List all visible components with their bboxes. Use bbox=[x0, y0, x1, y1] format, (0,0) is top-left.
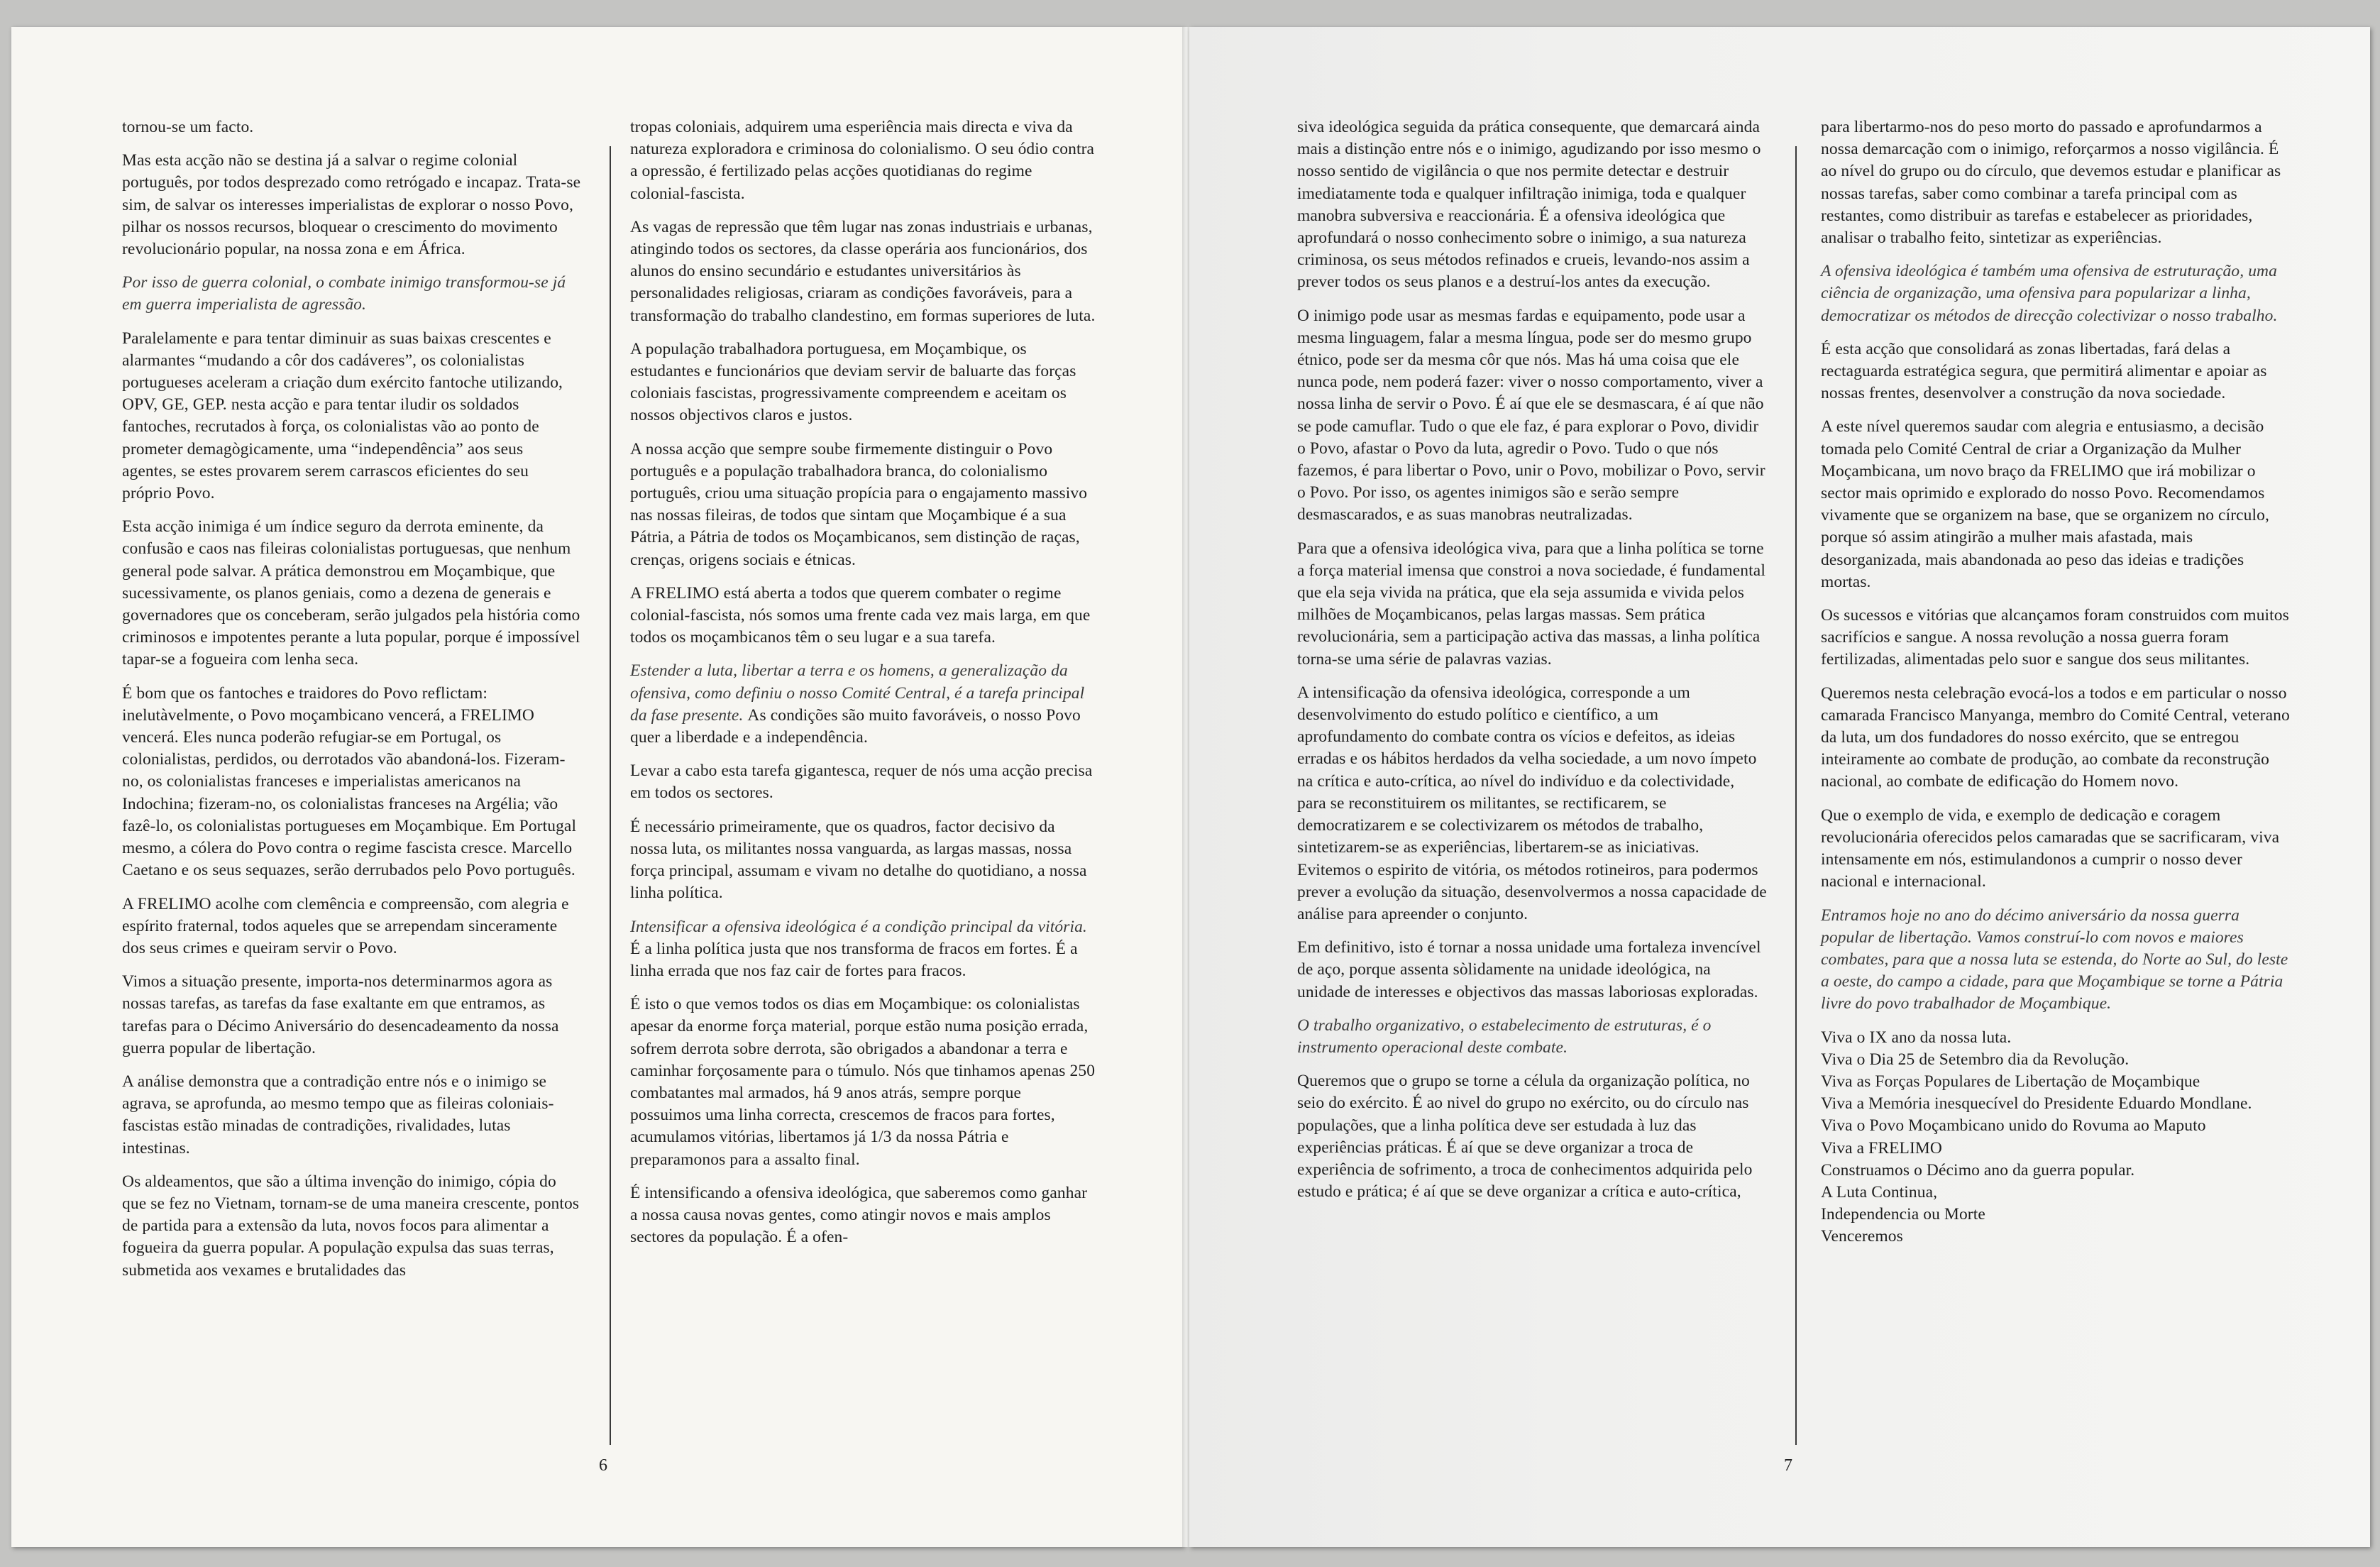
paragraph bbox=[630, 1182, 1096, 1249]
paragraph-text: para libertarmo-nos do peso morto do passado e aprofundarmos a nossa demarcação com o inimigo, reforçarmos a nosso vigilância. É ao nível do grupo ou do círculo, que devemos estudar e planificar as nossas tarefas, saber como combinar a tarefa principal com as restantes, como distribuir as tarefas e estabelecer as prioridades, analisar o trabalho feito, sintetizar as experiências. bbox=[1821, 118, 2281, 248]
closing-line: Viva o Dia 25 de Setembro dia da Revolução. bbox=[1821, 1050, 2130, 1069]
page-number-left: 6 bbox=[599, 1456, 607, 1475]
paragraph bbox=[630, 439, 1096, 571]
paragraph bbox=[122, 150, 582, 260]
paragraph bbox=[1297, 1070, 1767, 1203]
paragraph-text: É isto o que vemos todos os dias em Moçambique: os colonialistas apesar da enorme força material, porque estão numa posição errada, sofrem derrota sobre derrota, são obrigados a abandonar a terra e caminhar forçosamente para o túmulo. Nós que tinhamos apenas 250 combatantes mal armados, há 9 anos atrás, sempre porque possuimos uma linha correcta, crescemos de fracos para fortes, acumulamos vitórias, libertamos já 1/3 da nossa Pátria e preparamonos para a assalto final. bbox=[630, 995, 1096, 1169]
column-rule-right bbox=[1795, 146, 1797, 1445]
paragraph-text: tropas coloniais, adquirem uma esperiência mais directa e viva da natureza exploradora e criminosa do colonialismo. O seu ódio contra a opressão, é fertilizado pelas acções quotidianas do regime colonial-fascista. bbox=[630, 118, 1095, 203]
italic-paragraph bbox=[122, 272, 582, 316]
paragraph bbox=[122, 516, 582, 671]
paragraph bbox=[1297, 859, 1767, 926]
paragraph-text: tornou-se um facto. bbox=[122, 118, 254, 136]
paragraph bbox=[1297, 305, 1767, 527]
paragraph bbox=[1297, 538, 1767, 671]
paragraph-text: Entramos hoje no ano do décimo aniversário da nossa guerra popular de libertação. Vamos construí-lo com novos e maiores combates, para que a nossa luta se estenda, do Norte ao Sul, do leste a oeste, do campo a cidade, para que Moçambique se torne a Pátria livre do povo trabalhador de Moçambique. bbox=[1821, 906, 2288, 1013]
column-1 bbox=[122, 116, 582, 1293]
paragraph bbox=[630, 339, 1096, 427]
paragraph-text: Para que a ofensiva ideológica viva, para que a linha política se torne a força material imensa que constroi a nova sociedade, é fundamental que ela seja vivida na prática, que ela seja assumida e vivida pelos milhões de Moçambicanos, pelas largas massas. Sem prática revolucionária, sem a participação activa das massas, a linha política torna-se uma série de palavras vazias. bbox=[1297, 539, 1765, 669]
paragraph-text: Que o exemplo de vida, e exemplo de dedicação e coragem revolucionária oferecidos pelos camaradas que se sacrificaram, viva intensamente em nós, estimulandonos a cumprir o nosso dever nacional e internacional. bbox=[1821, 806, 2280, 891]
paragraph-text: Evitemos o espirito de vitória, os métodos rotineiros, para podermos prever a evolução da situação, desenvolvermos a nossa capacidade de análise para apreender o conjunto. bbox=[1297, 860, 1767, 923]
paragraph-text: A este nível queremos saudar com alegria e entusiasmo, a decisão tomada pelo Comité Central de criar a Organização da Mulher Moçambicana, um novo braço da FRELIMO que irá mobilizar o sector mais oprimido e explorado do nosso Povo. Recomendamos vivamente que se organizem na base, que se organizem no círculo, porque só assim atingirão a mulher mais afastada, mais desorganizada, mais abandonada ao peso das ideias e tradições mortas. bbox=[1821, 417, 2269, 591]
paragraph-text: As vagas de repressão que têm lugar nas zonas industriais e urbanas, atingindo todos os sectores, da classe operária aos funcionários, dos alunos do ensino secundário e estudantes universitários às personalidades religiosas, criaram as condições favoráveis, para a transformação do trabalho clandestino, em formas superiores de luta. bbox=[630, 217, 1096, 325]
paragraph-continuation: As condições são muito favoráveis, o nosso Povo quer a liberdade e a independência. bbox=[630, 705, 1081, 747]
paragraph bbox=[1821, 683, 2293, 793]
italic-paragraph bbox=[1821, 260, 2293, 327]
paragraph-text: Esta acção inimiga é um índice seguro da derrota eminente, da confusão e caos nas fileiras colonialistas portuguesas, que nenhum general pode salvar. A prática demonstrou em Moçambique, que sucessivamente, os planos geniais, como a dezena de generais e governadores que os conceberam, serão julgados pela história como criminosos e impotentes perante a luta popular, porque é impossível tapar-se a fogueira com lenha seca. bbox=[122, 517, 580, 669]
paragraph bbox=[1821, 805, 2293, 894]
paragraph bbox=[122, 116, 582, 138]
paragraph bbox=[630, 994, 1096, 1171]
closing-line: Viva o Povo Moçambicano unido do Rovuma ao Maputo bbox=[1821, 1116, 2206, 1136]
paragraph bbox=[1821, 339, 2293, 405]
paragraph bbox=[630, 760, 1096, 804]
paragraph-text: Mas esta acção não se destina já a salvar o regime colonial português, por todos desprezado como retrógado e incapaz. Trata-se sim, de salvar os interesses imperialistas de explorar o nosso Povo, pilhar os nossos recursos, bloquear o crescimento do movimento revolucionário popular, na nossa zona e em África. bbox=[122, 151, 581, 259]
paragraph bbox=[122, 1171, 582, 1282]
paragraph-text: Estender a luta, libertar a terra e os homens, a generalização da ofensiva, como definiu o nosso Comité Central, é a tarefa principal da fase presente. bbox=[630, 661, 1085, 725]
italic-paragraph bbox=[1821, 905, 2293, 1016]
paragraph bbox=[1821, 605, 2293, 671]
closing-slogans bbox=[1821, 1027, 2293, 1248]
paragraph-text: A FRELIMO acolhe com clemência e compreensão, com alegria e espírito fraternal, todos aqueles que se arrependam sinceramente dos seus crimes e queiram servir o Povo. bbox=[122, 894, 569, 957]
paragraph bbox=[122, 894, 582, 960]
paragraph-text: É necessário primeiramente, que os quadros, factor decisivo da nossa luta, os militantes nossa vanguarda, as largas massas, nossa força principal, assumam e vivam no detalhe do quotidiano, a nossa linha política. bbox=[630, 817, 1087, 903]
paragraph-text: siva ideológica seguida da prática consequente, que demarcará ainda mais a distinção entre nós e o inimigo, agudizando por isso mesmo o nosso sentido de vigilância o que nos permite detectar e destruir imediatamente toda e qualquer infiltração inimiga, toda e qualquer manobra subversiva e reaccionária. É a ofensiva ideológica que aprofundará o nosso conhecimento sobre o inimigo, a sua natureza criminosa, os seus métodos refinados e crueis, levando-nos assim a prever todos os seus planos e a destruí-los antes da execução. bbox=[1297, 118, 1761, 292]
closing-line: Viva o IX ano da nossa luta. bbox=[1821, 1028, 2012, 1047]
italic-paragraph bbox=[1297, 1015, 1767, 1059]
paragraph-text: A FRELIMO está aberta a todos que querem combater o regime colonial-fascista, nós somos uma frente cada vez mais larga, em que todos os moçambicanos têm o seu lugar e a sua tarefa. bbox=[630, 583, 1091, 647]
column-4 bbox=[1821, 116, 2293, 1248]
paragraph bbox=[122, 328, 582, 505]
paragraph-text: Em definitivo, isto é tornar a nossa unidade uma fortaleza invencível de aço, porque assenta sòlidamente na unidade ideológica, na unidade de interesses e objectivos das massas laboriosas exploradas. bbox=[1297, 938, 1761, 1001]
page-number-right: 7 bbox=[1784, 1456, 1792, 1475]
paragraph bbox=[122, 1071, 582, 1160]
paragraph-text: Queremos que o grupo se torne a célula da organização política, no seio do exército. É ao nivel do grupo no exército, ou do círculo nas populações, que a linha política deve ser estudada à luz das experiências práticas. É aí que se deve organizar a troca de experiência de sofrimento, a troca de conhecimentos adquirida pelo estudo e prática; é aí que se deve organizar a crítica e auto-crítica, bbox=[1297, 1072, 1753, 1202]
paragraph-text: A ofensiva ideológica é também uma ofensiva de estruturação, uma ciência de organização, uma ofensiva para popularizar a linha, democratizar os métodos de direcção colectivizar o nosso trabalho. bbox=[1821, 262, 2278, 325]
paragraph bbox=[1821, 416, 2293, 593]
paragraph-text: Paralelamente e para tentar diminuir as suas baixas crescentes e alarmantes “mudando a côr dos cadáveres”, os colonialistas portugueses aceleram a criação dum exército fantoche utilizando, OPV, GE, GEP. nesta acção e para tentar iludir os soldados fantoches, recrutados à força, os colonialistas vão ao ponto de prometer demagògicamente, uma “independência” aos seus agentes, se estes provarem serem carrascos eficientes do seu próprio Povo. bbox=[122, 329, 563, 503]
paragraph-text: A intensificação da ofensiva ideológica, corresponde a um desenvolvimento do estudo político e científico, a um aprofundamento do combate contra os vícios e defeitos, as ideias erradas e os hábitos herdados da velha sociedade, a um novo ímpeto na crítica e auto-crítica, ao nível do indivíduo e da colectividade, para se reconstituirem os militantes, se rectificarem, se democratizarem e se colectivizarem os métodos de trabalho, sintetizarem-se as experiências, libertarem-se as iniciativas. bbox=[1297, 683, 1757, 857]
paragraph-text: A população trabalhadora portuguesa, em Moçambique, os estudantes e funcionários que deviam servir de baluarte das forças coloniais fascistas, progressivamente compreendem e aceitam os nossos objectivos claros e justos. bbox=[630, 339, 1076, 425]
paragraph-text: O inimigo pode usar as mesmas fardas e equipamento, pode usar a mesma linguagem, falar a mesma língua, pode ser do mesmo grupo étnico, pode ser da mesma côr que nós. Mas há uma coisa que ele nunca pode, nem poderá fazer: viver o nosso comportamento, viver a nossa linha de servir o Povo. É aí que ele se desmascara, é aí que não se pode camuflar. Tudo o que ele faz, é para explorar o Povo, dividir o Povo, afastar o Povo da luta, agredir o Povo. Tudo o que nós fazemos, é para libertar o Povo, unir o Povo, mobilizar o Povo, servir o Povo. Por isso, os agentes inimigos são e serão sempre desmascarados, e as suas manobras neutralizadas. bbox=[1297, 306, 1765, 524]
paragraph bbox=[630, 216, 1096, 327]
paragraph bbox=[1821, 116, 2293, 249]
closing-line: Independencia ou Morte bbox=[1821, 1205, 1985, 1224]
paragraph-text: O trabalho organizativo, o estabelecimento de estruturas, é o instrumento operacional deste combate. bbox=[1297, 1016, 1712, 1057]
italic-paragraph bbox=[630, 660, 1096, 749]
paragraph-text: Os sucessos e vitórias que alcançamos foram construidos com muitos sacrifícios e sangue. A nossa revolução a nossa guerra foram fertilizadas, alimentadas pelo suor e sangue dos seus militantes. bbox=[1821, 606, 2289, 669]
paragraph-text: É intensificando a ofensiva ideológica, que saberemos como ganhar a nossa causa novas gentes, como atingir novos e mais amplos sectores da população. É a ofen- bbox=[630, 1183, 1088, 1247]
paragraph-text: Os aldeamentos, que são a última invenção do inimigo, cópia do que se fez no Vietnam, tornam-se de uma maneira crescente, pontos de partida para a extensão da luta, novos focos para alimentar a fogueira da guerra popular. A população expulsa das suas terras, submetida aos vexames e brutalidades das bbox=[122, 1172, 580, 1280]
column-rule-left bbox=[610, 146, 611, 1445]
paragraph-continuation: É a linha política justa que nos transforma de fracos em fortes. É a linha errada que nos faz cair de fortes para fracos. bbox=[630, 939, 1078, 980]
paragraph-text: Por isso de guerra colonial, o combate inimigo transformou-se já em guerra imperialista de agressão. bbox=[122, 273, 566, 314]
paragraph-text: É bom que os fantoches e traidores do Povo reflictam: inelutàvelmente, o Povo moçambicano vencerá, a FRELIMO vencerá. Eles nunca poderão refugiar-se em Portugal, os colonialistas, perdidos, ou derrotados vão abandoná-los. Fizeram-no, os colonialistas franceses e imperialistas americanos na Indochina; fizeram-no, os colonialistas franceses na Argélia; vão fazê-lo, os colonialistas portugueses em Moçambique. Em Portugal mesmo, a cólera do Povo contra o regime fascista cresce. Marcello Caetano e os seus sequazes, serão derrubados pelo Povo português. bbox=[122, 683, 577, 880]
paragraph bbox=[630, 816, 1096, 905]
paragraph bbox=[630, 583, 1096, 649]
paragraph-text: A nossa acção que sempre soube firmemente distinguir o Povo português e a população trabalhadora branca, do colonialismo português, criou uma situação propícia para o engajamento massivo nas nossas fileiras, de todos que sintam que Moçambique é a sua Pátria, a Pátria de todos os Moçambicanos, sem distinção de raças, crenças, origens sociais e étnicas. bbox=[630, 439, 1088, 569]
paragraph bbox=[630, 116, 1096, 205]
paragraph bbox=[1297, 937, 1767, 1004]
closing-line: Construamos o Décimo ano da guerra popular. bbox=[1821, 1160, 2135, 1180]
paragraph bbox=[1297, 682, 1767, 859]
paragraph bbox=[1297, 116, 1767, 294]
paragraph-text: Queremos nesta celebração evocá-los a todos e em particular o nosso camarada Francisco Manyanga, membro do Comité Central, veterano da luta, um dos fundadores do nosso exército, que se entregou inteiramente ao combate de produção, ao combate da reconstrução nacional, ao combate de edificação do Homem novo. bbox=[1821, 683, 2290, 791]
paragraph-text: Intensificar a ofensiva ideológica é a condição principal da vitória. bbox=[630, 917, 1087, 936]
closing-line: Viva a Memória inesquecível do Presidente Eduardo Mondlane. bbox=[1821, 1094, 2252, 1114]
closing-line: Venceremos bbox=[1821, 1227, 1903, 1246]
closing-line: Viva a FRELIMO bbox=[1821, 1138, 1942, 1158]
closing-line: A Luta Continua, bbox=[1821, 1182, 1938, 1202]
paragraph-text: Levar a cabo esta tarefa gigantesca, requer de nós uma acção precisa em todos os sectores. bbox=[630, 761, 1093, 803]
column-2 bbox=[630, 116, 1096, 1260]
paragraph-text: É esta acção que consolidará as zonas libertadas, fará delas a rectaguarda estratégica segura, que permitirá alimentar e apoiar as nossas frentes, desenvolver a construção da nova sociedade. bbox=[1821, 339, 2267, 403]
closing-line: Viva as Forças Populares de Libertação de Moçambique bbox=[1821, 1072, 2200, 1091]
paragraph bbox=[122, 971, 582, 1060]
column-3 bbox=[1297, 116, 1767, 1214]
italic-paragraph bbox=[630, 916, 1096, 983]
paragraph-text: Vimos a situação presente, importa-nos determinarmos agora as nossas tarefas, as tarefas da fase exaltante em que entramos, as tarefas para o Décimo Aniversário do desencadeamento da nossa guerra popular de libertação. bbox=[122, 972, 559, 1057]
paragraph-text: A análise demonstra que a contradição entre nós e o inimigo se agrava, se aprofunda, ao mesmo tempo que as fileiras coloniais-fascistas estão minadas de contradições, rivalidades, lutas intestinas. bbox=[122, 1072, 554, 1158]
paragraph bbox=[122, 683, 582, 882]
